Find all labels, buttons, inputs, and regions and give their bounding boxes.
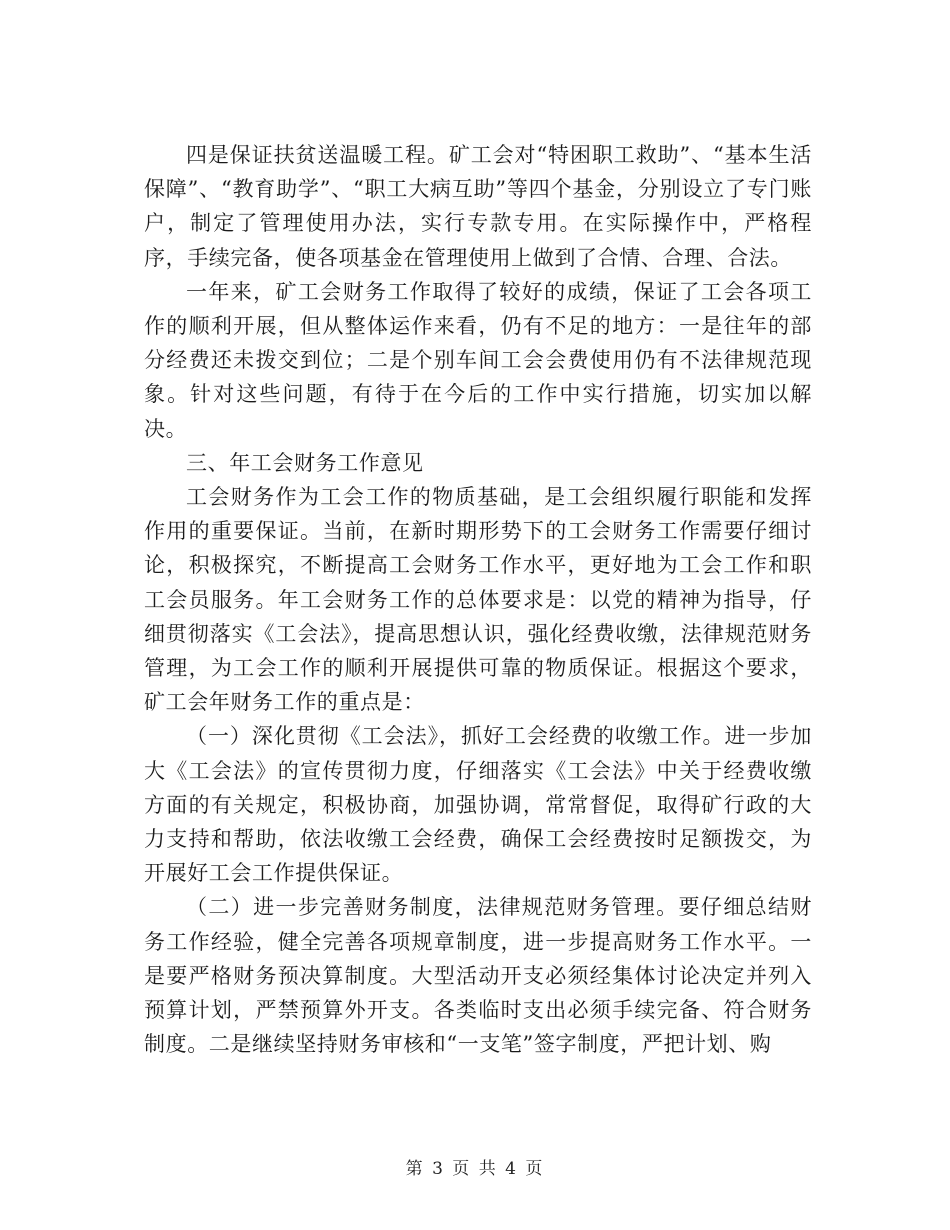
page-number-footer: 第 3 页 共 4 页 bbox=[405, 1159, 545, 1179]
paragraph-year-summary: 一年来，矿工会财务工作取得了较好的成绩，保证了工会各项工作的顺利开展，但从整体运作来看，仍有不足的地方：一是往年的部分经费还未拨交到位；二是个别车间工会会费使用仍有不法律规范现象。针对这些问题，有待于在今后的工作中实行措施，切实加以解决。 bbox=[144, 279, 812, 441]
document-body bbox=[144, 138, 812, 1061]
paragraph-poverty-relief: 四是保证扶贫送温暖工程。矿工会对“特困职工救助”、“基本生活保障”、“教育助学”、“职工大病互助”等四个基金，分别设立了专门账户，制定了管理使用办法，实行专款专用。在实际操作中，严格程序，手续完备，使各项基金在管理使用上做到了合情、合理、合法。 bbox=[144, 143, 812, 270]
section-heading: 三、年工会财务工作意见 bbox=[186, 450, 424, 475]
paragraph-finance-requirements: 工会财务作为工会工作的物质基础，是工会组织履行职能和发挥作用的重要保证。当前，在新时期形势下的工会财务工作需要仔细讨论，积极探究，不断提高工会财务工作水平，更好地为工会工作和职工会员服务。年工会财务工作的总体要求是：以党的精神为指导，仔细贯彻落实《工会法》，提高思想认识，强化经费收缴，法律规范财务管理，为工会工作的顺利开展提供可靠的物质保证。根据这个要求，矿工会年财务工作的重点是： bbox=[144, 485, 812, 715]
paragraph-item-two: （二）进一步完善财务制度，法律规范财务管理。要仔细总结财务工作经验，健全完善各项规章制度，进一步提高财务工作水平。一是要严格财务预决算制度。大型活动开支必须经集体讨论决定并列入预算计划，严禁预算外开支。各类临时支出必须手续完备、符合财务制度。二是继续坚持财务审核和“一支笔”签字制度，严把计划、购 bbox=[144, 895, 812, 1057]
paragraph-item-one: （一）深化贯彻《工会法》，抓好工会经费的收缴工作。进一步加大《工会法》的宣传贯彻力度，仔细落实《工会法》中关于经费收缴方面的有关规定，积极协商，加强协调，常常督促，取得矿行政的大力支持和帮助，依法收缴工会经费，确保工会经费按时足额拨交，为开展好工会工作提供保证。 bbox=[144, 724, 812, 886]
